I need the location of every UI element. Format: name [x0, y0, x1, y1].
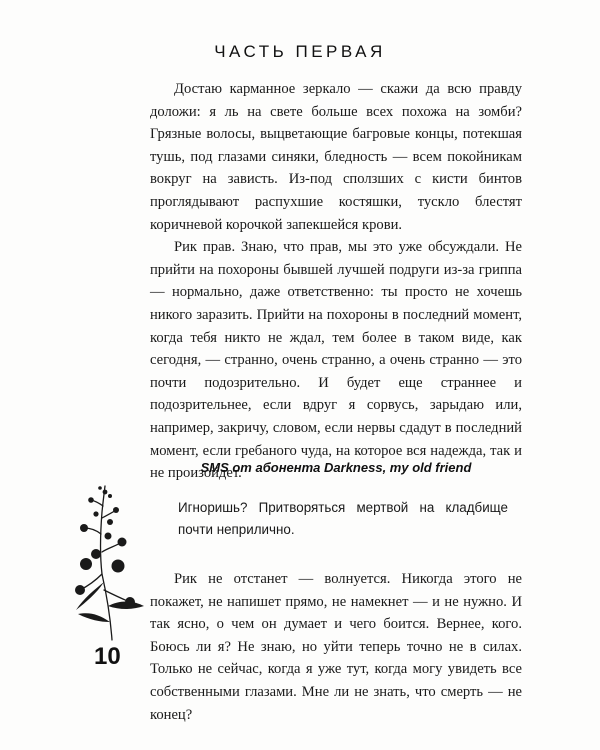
- flower-bloom: [118, 538, 127, 547]
- main-stem: [101, 486, 113, 640]
- flower-bloom: [91, 549, 101, 559]
- flower-bud: [88, 497, 94, 503]
- flower-bloom: [80, 558, 92, 570]
- sms-message: Игноришь? Притворяться мертвой на кладбище почти неприлично.: [178, 500, 508, 537]
- flower-bloom: [112, 560, 125, 573]
- flower-bloom: [80, 524, 88, 532]
- text-block-bottom: [150, 568, 522, 726]
- chapter-title: ЧАСТЬ ПЕРВАЯ: [214, 42, 386, 61]
- flower-bloom: [75, 585, 85, 595]
- flower-bud: [98, 486, 102, 490]
- flower-bud: [105, 533, 112, 540]
- text-block-top: [150, 78, 522, 485]
- leaf: [78, 613, 110, 622]
- page-number: 10: [94, 643, 121, 670]
- sms-header: SMS от абонента Darkness, my old friend: [200, 460, 472, 475]
- flower-bud: [93, 511, 98, 516]
- paragraph: Рик прав. Знаю, что прав, мы это уже обсуждали. Не прийти на похороны бывшей лучшей подруги из-за гриппа — нормально, даже ответственно: ты просто не хочешь никого заразить. Прийти на похороны в последний момент, когда тебя никто не ждал, тем более в таком виде, как сегодня, — странно, очень странно, а очень странно — это почти подозрительно. И будет еще страннее и подозрительнее, если вдруг я сорвусь, зарыдаю или, например, закричу, словом, если нервы сдадут в последний момент, если гребаного чуда, на которое вся надежда, так и не произойдет.: [150, 239, 522, 482]
- paragraph: Рик не отстанет — волнуется. Никогда этого не покажет, не напишет прямо, не намекнет — и не нужно. И так ясно, о чем он думает и чего боится. Вернее, кого. Боюсь ли я? Не знаю, но уйти теперь точно не в силах. Только не сейчас, когда я уже тут, когда могу увидеть все собственными глазами. Мне ли не знать, что смерть — не конец?: [150, 571, 522, 723]
- flower-bud: [108, 494, 112, 498]
- fireweed-flower-illustration: [60, 482, 156, 642]
- flower-bud: [103, 490, 108, 495]
- flower-bud: [107, 519, 113, 525]
- flower-bloom: [125, 597, 135, 607]
- paragraph: Достаю карманное зеркало — скажи да всю правду доложи: я ль на свете больше всех похожа на зомби? Грязные волосы, выцветающие багровые концы, потекшая тушь, под глазами синяки, бледность — всем покойникам вокруг на зависть. Из-под сползших с кисти бинтов проглядывают распухшие костяшки, тускло блестят коричневой корочкой запекшейся крови.: [150, 81, 522, 233]
- flower-bud: [113, 507, 119, 513]
